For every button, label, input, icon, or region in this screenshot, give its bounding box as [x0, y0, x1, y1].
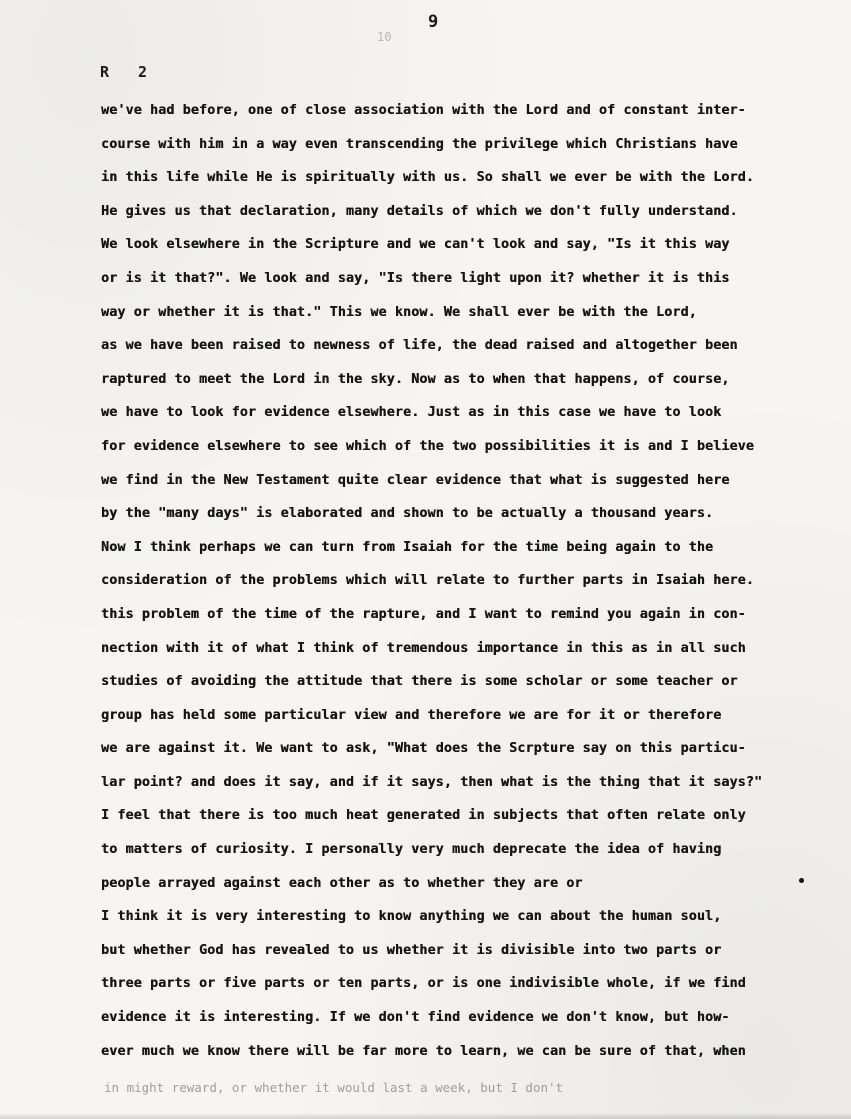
- text-line: He gives us that declaration, many details of which we don't fully understand.: [101, 203, 738, 219]
- text-line: we find in the New Testament quite clear evidence that what is suggested here: [101, 472, 730, 488]
- text-line: we are against it. We want to ask, "What does the Scrpture say on this particu-: [101, 741, 746, 757]
- text-line: course with him in a way even transcending the privilege which Christians have: [101, 136, 738, 152]
- text-line: or is it that?". We look and say, "Is there light upon it? whether it is this: [101, 270, 730, 286]
- text-line: by the "many days" is elaborated and shown to be actually a thousand years.: [101, 506, 714, 522]
- text-line: but whether God has revealed to us whether it is divisible into two parts or: [101, 942, 722, 958]
- text-line: nection with it of what I think of tremendous importance in this as in all such: [101, 640, 746, 656]
- text-line: we've had before, one of close association with the Lord and of constant inter-: [101, 103, 746, 118]
- text-line: group has held some particular view and therefore we are for it or therefore: [101, 707, 722, 723]
- text-line: to matters of curiosity. I personally very much deprecate the idea of having: [101, 842, 722, 858]
- text-line: in this life while He is spiritually with us. So shall we ever be with the Lord.: [101, 170, 754, 186]
- text-line: studies of avoiding the attitude that there is some scholar or some teacher or: [101, 674, 738, 690]
- text-line: I feel that there is too much heat generated in subjects that often relate only: [101, 808, 746, 824]
- body-text: [101, 94, 801, 1068]
- text-line: Now I think perhaps we can turn from Isaiah for the time being again to the: [101, 539, 714, 555]
- text-line: three parts or five parts or ten parts, or is one indivisible whole, if we find: [101, 976, 746, 992]
- text-line: I think it is very interesting to know anything we can about the human soul,: [101, 909, 722, 925]
- reference-code: R 2: [100, 63, 149, 81]
- text-line: for evidence elsewhere to see which of the two possibilities it is and I believe: [101, 438, 754, 454]
- text-line: consideration of the problems which will relate to further parts in Isaiah here.: [101, 573, 754, 589]
- text-line: way or whether it is that." This we know. We shall ever be with the Lord,: [101, 304, 697, 320]
- bleed-through-text: in might reward, or whether it would last a week, but I don't: [104, 1080, 564, 1095]
- text-line: lar point? and does it say, and if it says, then what is the thing that it says?": [101, 774, 763, 790]
- text-line: We look elsewhere in the Scripture and we can't look and say, "Is it this way: [101, 237, 730, 253]
- text-line: we have to look for evidence elsewhere. Just as in this case we have to look: [101, 405, 722, 421]
- text-line: people arrayed against each other as to whether they are or: [101, 875, 583, 891]
- text-line: ever much we know there will be far more to learn, we can be sure of that, when: [101, 1043, 746, 1059]
- text-line: as we have been raised to newness of life, the dead raised and altogether been: [101, 338, 738, 354]
- page-edge-shadow: [0, 1113, 851, 1119]
- ink-dot: [799, 878, 804, 883]
- text-line: evidence it is interesting. If we don't find evidence we don't know, but how-: [101, 1010, 730, 1026]
- text-line: this problem of the time of the rapture, and I want to remind you again in con-: [101, 606, 746, 622]
- page-number: 9: [428, 12, 439, 32]
- bleed-through-page-number: 10: [377, 30, 392, 44]
- text-line: raptured to meet the Lord in the sky. Now as to when that happens, of course,: [101, 371, 730, 387]
